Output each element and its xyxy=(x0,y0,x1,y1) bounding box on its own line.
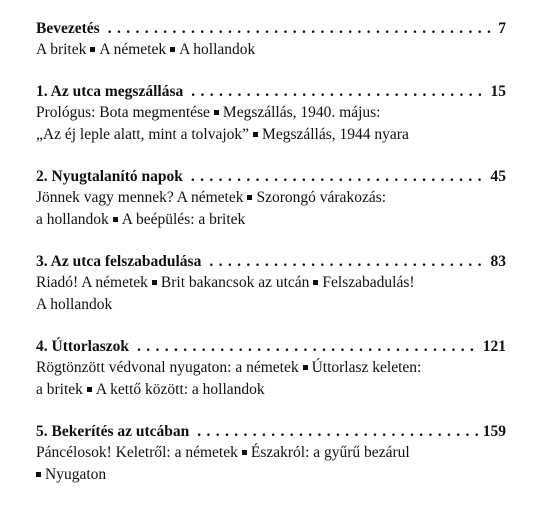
toc-entry-title: 3. Az utca felszabadulása xyxy=(36,253,202,270)
toc-entry-subtopics xyxy=(36,39,506,61)
separator-square-icon xyxy=(113,217,118,222)
subtopic: „Az éj leple alatt, mint a tolvajok” xyxy=(36,126,250,143)
toc-entry-title: 4. Úttorlaszok xyxy=(36,338,129,355)
toc-entry-page: 159 xyxy=(482,423,506,440)
toc-entry-page: 121 xyxy=(482,338,506,355)
subtopic: Nyugaton xyxy=(45,466,107,483)
toc-entry xyxy=(36,336,506,401)
subtopic: a hollandok xyxy=(36,211,109,228)
subtopic: A kettő között: a hollandok xyxy=(95,381,265,398)
subtopic-line xyxy=(36,442,506,464)
toc-entry-heading[interactable] xyxy=(36,421,506,442)
dot-leader xyxy=(191,81,486,102)
toc-entry-heading[interactable] xyxy=(36,251,506,272)
toc-entry-subtopics xyxy=(36,442,506,486)
subtopic: Jönnek vagy mennek? A németek xyxy=(36,189,244,206)
separator-square-icon xyxy=(303,365,308,370)
toc-entry-title: 1. Az utca megszállása xyxy=(36,83,184,100)
subtopic: A beépülés: a britek xyxy=(121,211,246,228)
dot-leader xyxy=(108,18,495,39)
subtopic: Megszállás, 1944 nyara xyxy=(262,126,409,143)
toc-entry-subtopics xyxy=(36,357,506,401)
toc-entry xyxy=(36,166,506,231)
separator-square-icon xyxy=(214,110,219,115)
subtopic: A britek xyxy=(36,41,87,58)
separator-square-icon xyxy=(313,280,318,285)
separator-square-icon xyxy=(36,472,41,477)
separator-square-icon xyxy=(170,47,175,52)
toc-entry-heading[interactable] xyxy=(36,336,506,357)
separator-square-icon xyxy=(87,387,92,392)
toc-entry-heading[interactable] xyxy=(36,81,506,102)
toc-entry-title: 5. Bekerítés az utcában xyxy=(36,423,190,440)
toc-entry xyxy=(36,81,506,146)
table-of-contents xyxy=(36,18,506,506)
subtopic: Páncélosok! Keletről: a németek xyxy=(36,444,238,461)
subtopic: Északról: a gyűrű bezárul xyxy=(250,444,410,461)
dot-leader xyxy=(209,251,486,272)
subtopic: Megszállás, 1940. május: xyxy=(222,104,381,121)
separator-square-icon xyxy=(247,195,252,200)
subtopic: A hollandok xyxy=(36,296,113,313)
toc-entry xyxy=(36,421,506,486)
subtopic: Felszabadulás! xyxy=(322,274,415,291)
subtopic-line xyxy=(36,379,506,401)
toc-entry-title: Bevezetés xyxy=(36,20,100,37)
subtopic-line xyxy=(36,124,506,146)
subtopic-line xyxy=(36,209,506,231)
toc-entry-title: 2. Nyugtalanító napok xyxy=(36,168,183,185)
subtopic: Rögtönzött védvonal nyugaton: a németek xyxy=(36,359,299,376)
subtopic-line xyxy=(36,272,506,294)
subtopic: a britek xyxy=(36,381,83,398)
toc-entry-page: 15 xyxy=(490,83,506,100)
separator-square-icon xyxy=(242,450,247,455)
subtopic-line xyxy=(36,102,506,124)
toc-entry-page: 83 xyxy=(490,253,506,270)
separator-square-icon xyxy=(152,280,157,285)
separator-square-icon xyxy=(253,132,258,137)
toc-entry xyxy=(36,251,506,316)
toc-entry-subtopics xyxy=(36,102,506,146)
toc-entry-subtopics xyxy=(36,187,506,231)
subtopic: Brit bakancsok az utcán xyxy=(160,274,310,291)
subtopic: Úttorlasz keleten: xyxy=(311,359,422,376)
toc-entry-page: 7 xyxy=(498,20,506,37)
separator-square-icon xyxy=(90,47,95,52)
subtopic-line xyxy=(36,357,506,379)
toc-entry-heading[interactable] xyxy=(36,18,506,39)
toc-entry-subtopics xyxy=(36,272,506,316)
subtopic-line xyxy=(36,294,506,316)
subtopic-line xyxy=(36,464,506,486)
subtopic: Prológus: Bota megmentése xyxy=(36,104,210,121)
dot-leader xyxy=(197,421,478,442)
subtopic: A németek xyxy=(99,41,167,58)
subtopic-line xyxy=(36,187,506,209)
subtopic: A hollandok xyxy=(179,41,256,58)
dot-leader xyxy=(191,166,487,187)
dot-leader xyxy=(137,336,479,357)
toc-entry xyxy=(36,18,506,61)
subtopic-line xyxy=(36,39,506,61)
toc-entry-page: 45 xyxy=(490,168,506,185)
toc-entry-heading[interactable] xyxy=(36,166,506,187)
subtopic: Szorongó várakozás: xyxy=(256,189,387,206)
subtopic: Riadó! A németek xyxy=(36,274,148,291)
